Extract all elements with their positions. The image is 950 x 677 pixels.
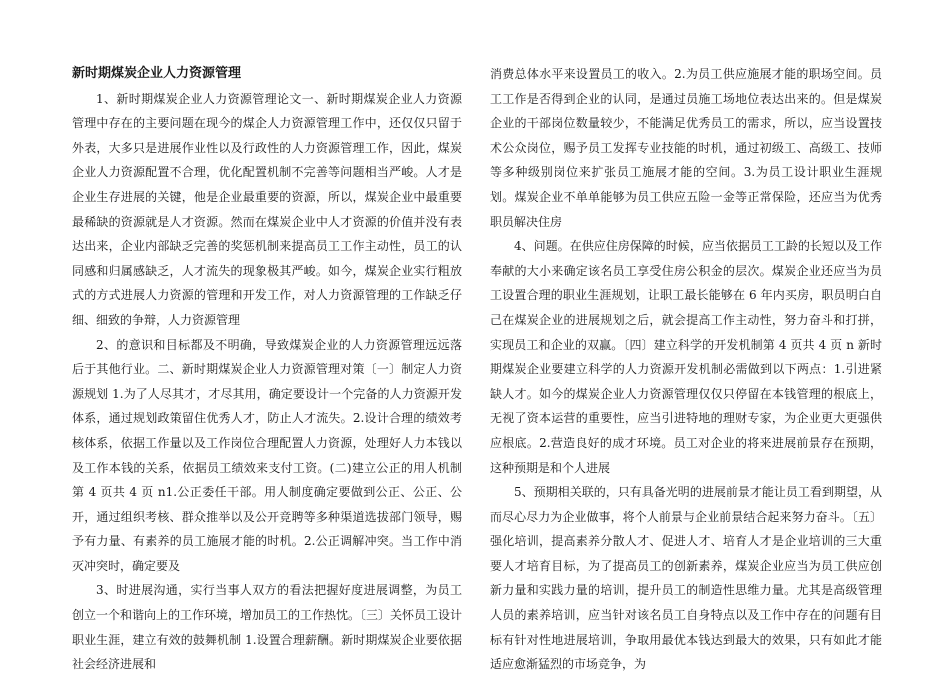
left-column [72,62,462,677]
paragraph-2: 2、的意识和目标都及不明确，导致煤炭企业的人力资源管理远远落后于其他行业。二、新时期煤炭企业人力资源管理对策〔一〕制定人力资源规划 1.为了人尽其才，才尽其用，确定要设计一个完备的人力资源开发体系，通过规划政策留住优秀人才，防止人才流失。2.设计合理的绩效考核体系，依据工作量以及工作岗位合理配置人力资源，处理好人力本钱以及工作本钱的关系，依据员工绩效来支付工资。(二)建立公正的用人机制第 4 页共 4 页 n1.公正委任干部。用人制度确定要做到公正、公正、公开，通过组织考核、群众推举以及公开竞聘等多种渠道选拔部门领导，赐予有力量、有素养的员工施展才能的时机。2.公正调解冲突。当工作中消灭冲突时，确定要及 [72,337,462,573]
paragraph-3: 3、时进展沟通，实行当事人双方的看法把握好度进展调整，为员工创立一个和谐向上的工作环境，增加员工的工作热忱。〔三〕关怀员工设计职业生涯，建立有效的鼓舞机制 1.设置合理薪酬。新时期煤炭企业要依据社会经济进展和 [72,583,463,672]
paragraph-3-continued: 消费总体水平来设置员工的收入。2.为员工供应施展才能的职场空间。员工工作是否得到企业的认同，是通过员施工场地位表达出来的。但是煤炭企业的干部岗位数量较少，不能满足优秀员工的需求，所以，应当设置技术公众岗位，赐予员工发挥专业技能的时机，通过初级工、高级工、技师等多种级别岗位来扩张员工施展才能的空间。3.为员工设计职业生涯规划。煤炭企业不单单能够为员工供应五险一金等正常保险，还应当为优秀职员解决住房 [490,67,882,229]
paragraph-5: 5、预期相关联的，只有具备光明的进展前景才能让员工看到期望，从而尽心尽力为企业做事，将个人前景与企业前景结合起来努力奋斗。〔五〕强化培训，提高素养分散人才、促进人才、培育人才是企业培训的三大重要人才培育目标，为了提高员工的创新素养，煤炭企业应当为员工供应创新力量和实践力量的培训，提升员工的制造性思维力量。尤其是高级管理人员的素养培训，应当针对该名员工自身特点以及工作中存在的问题有目标有针对性地进展培训，争取用最优本钱达到最大的效果，只有如此才能适应愈渐猛烈的市场竞争，为 [490,485,882,672]
document-title: 新时期煤炭企业人力资源管理 [72,66,242,81]
paragraph-4: 4、问题。在供应住房保障的时候，应当依据员工工龄的长短以及工作奉献的大小来确定该名员工享受住房公积金的层次。煤炭企业还应当为员工设置合理的职业生涯规划，让职工最长能够在 6 年内买房，职员明白自己在煤炭企业的进展规划之后，就会提高工作主动性，努力奋斗和打拼，实现员工和企业的双赢。〔四〕建立科学的开发机制第 4 页共 4 页 n 新时期煤炭企业要建立科学的人力资源开发机制必需做到以下两点：1.引进紧缺人才。如今的煤炭企业人力资源管理仅仅只停留在本钱管理的根底上，无视了资本运营的重要性，应当引进特地的理财专家，为企业更大更强供应根底。2.营造良好的成才环境。员工对企业的将来进展前景存在预期，这种预期是和个人进展 [490,239,882,475]
right-column [490,62,882,677]
paragraph-1: 1、新时期煤炭企业人力资源管理论文一、新时期煤炭企业人力资源管理中存在的主要问题在现今的煤企人力资源管理工作中，还仅仅只留于外表，大多只是进展作业性以及行政性的人力资源管理工作，因此，煤炭企业人力资源配置不合理，优化配置机制不完善等问题相当严峻。人才是企业生存进展的关键，他是企业最重要的资源，所以，煤炭企业中最重要最稀缺的资源就是人才资源。然而在煤炭企业中人才资源的价值并没有表达出来，企业内部缺乏完善的奖惩机制来提高员工工作主动性，员工的认同感和归属感缺乏，人才流失的现象极其严峻。如今，煤炭企业实行粗放式的方式进展人力资源的管理和开发工作，对人力资源管理的工作缺乏仔细、细致的争辩，人力资源管理 [72,91,462,327]
